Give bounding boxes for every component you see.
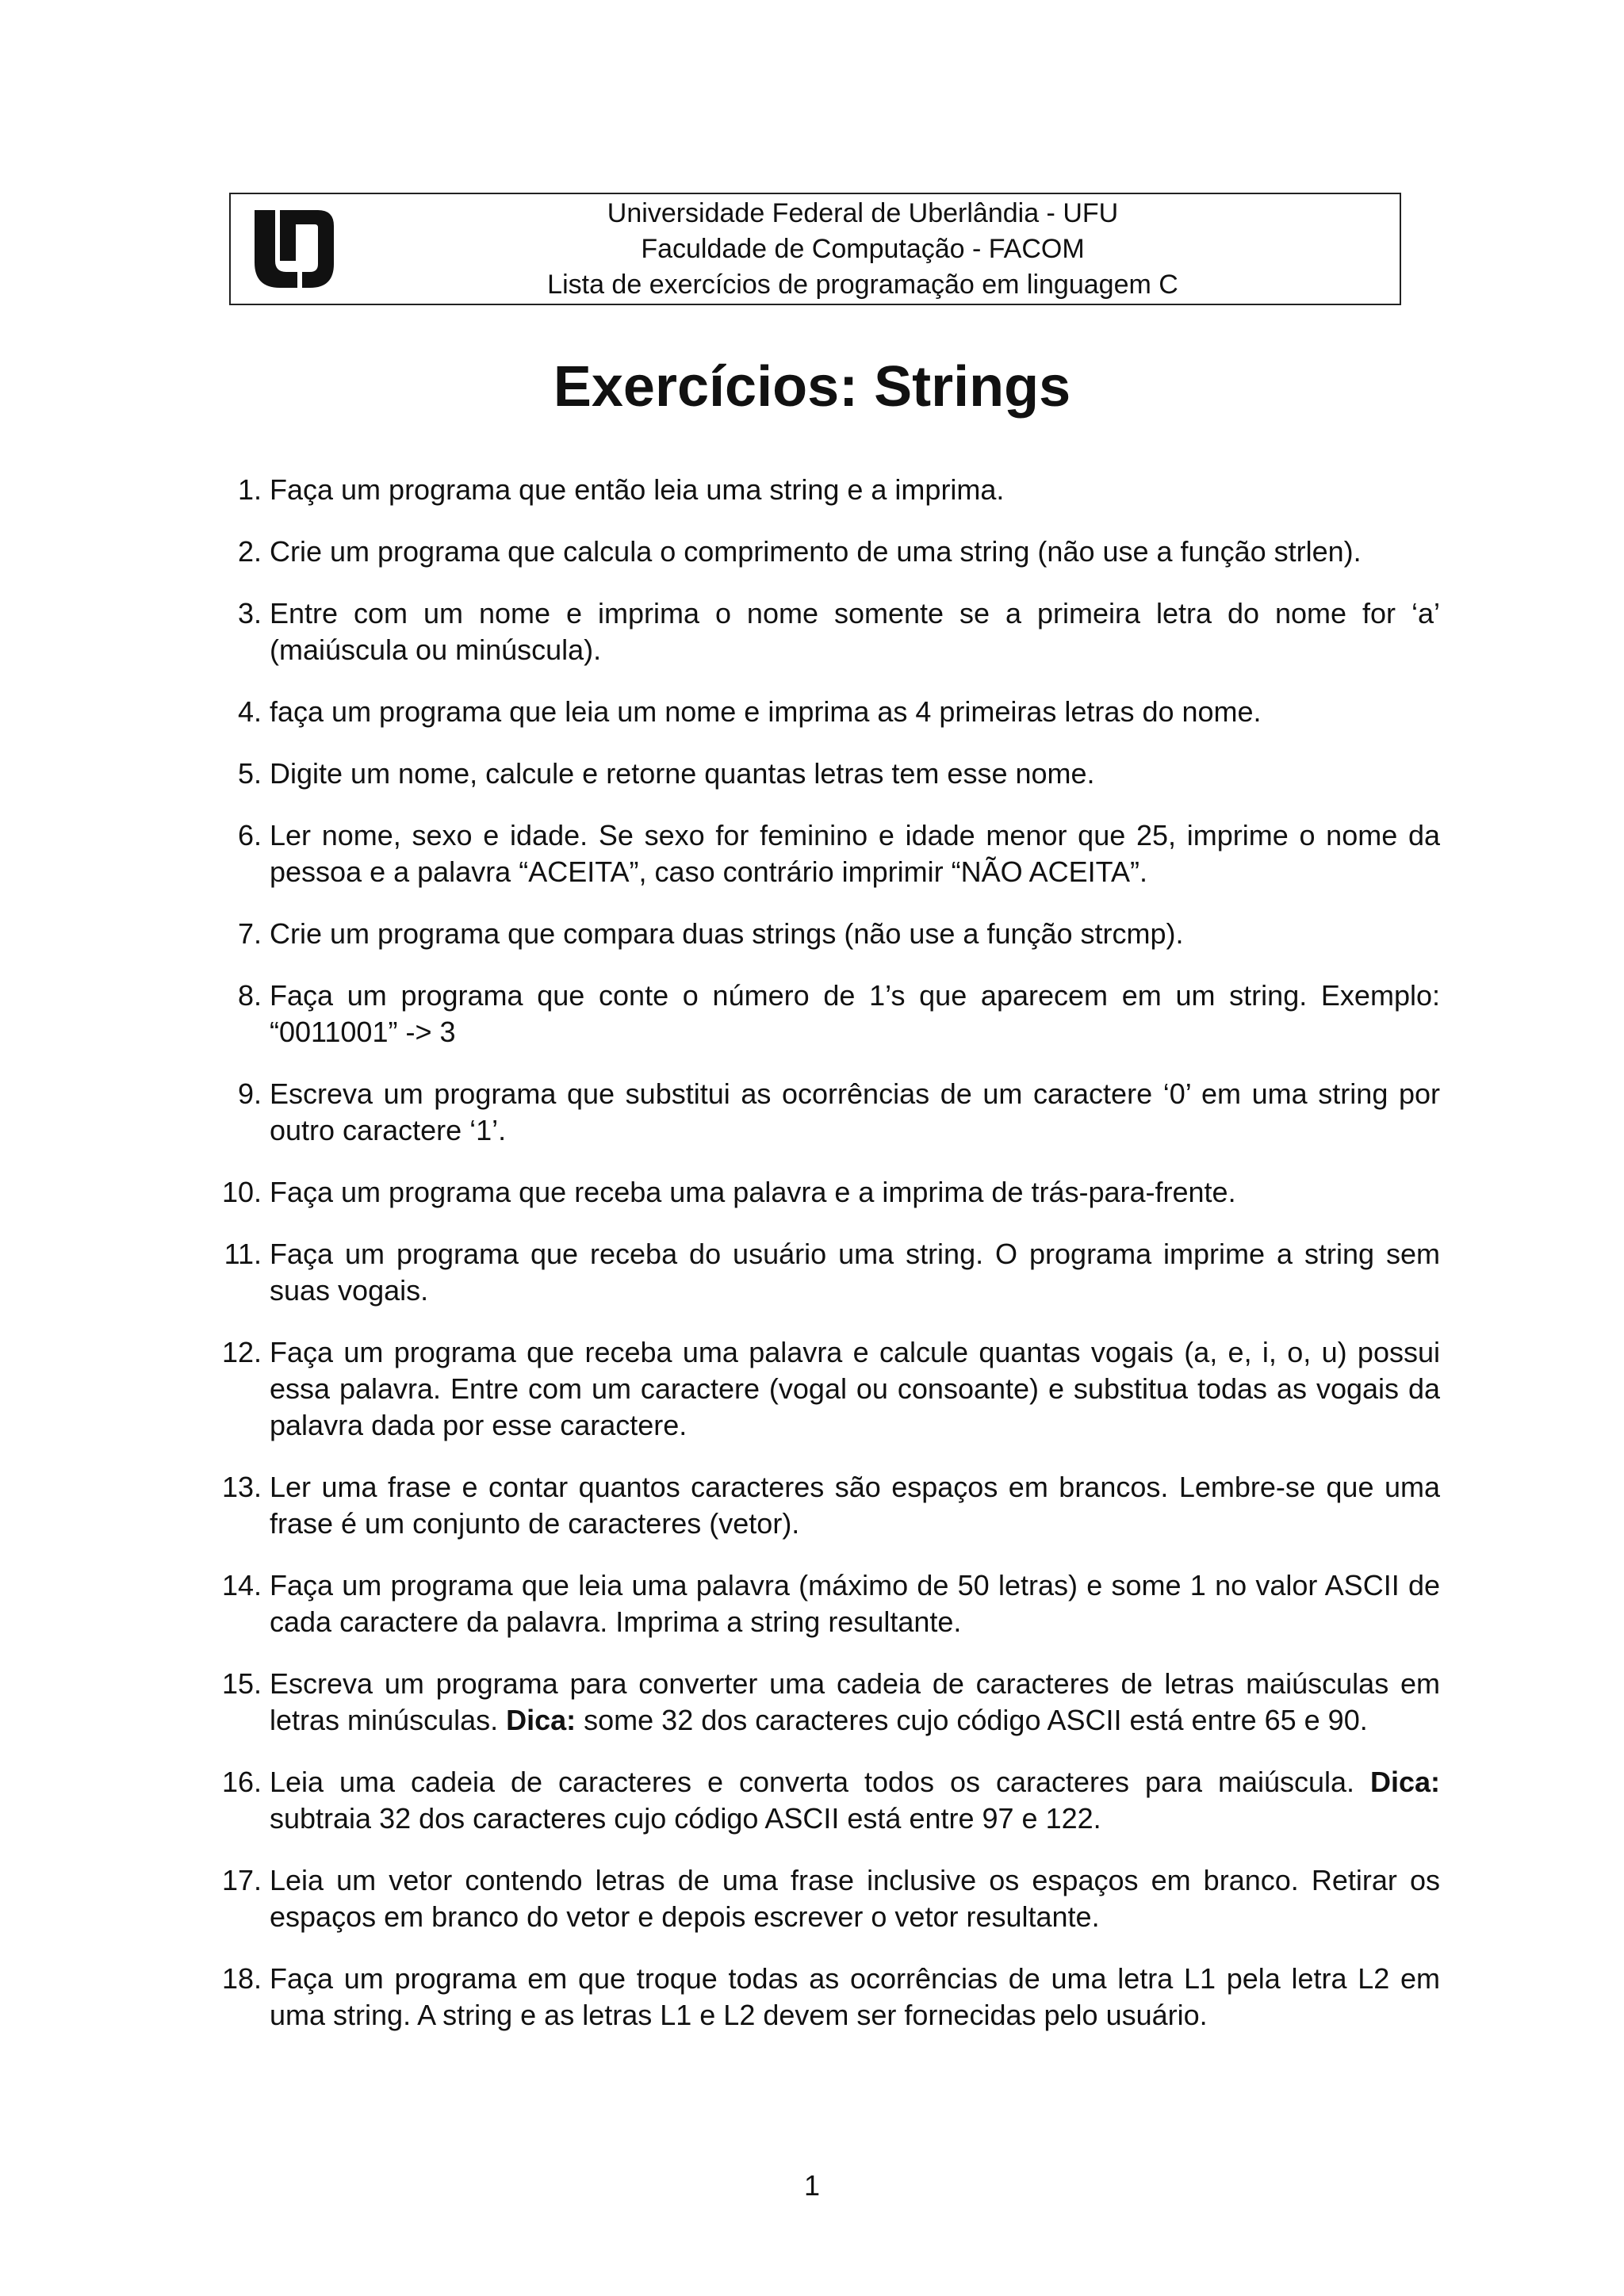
exercise-item [214, 472, 1440, 508]
exercise-number: 15. [221, 1667, 262, 1700]
exercise-hint-label: Dica: [1369, 1766, 1440, 1798]
exercise-number: 17. [221, 1864, 262, 1896]
exercise-number: 2. [237, 535, 262, 568]
exercise-number: 18. [221, 1962, 262, 1995]
exercise-item [214, 534, 1440, 570]
exercise-number: 7. [237, 917, 262, 950]
header-university: Universidade Federal de Uberlândia - UFU [607, 198, 1119, 228]
exercise-list [214, 472, 1440, 2059]
exercise-text: Ler nome, sexo e idade. Se sexo for feminino e idade menor que 25, imprime o nome da pessoa e a palavra “ACEITA”, caso contrário imprimir “NÃO ACEITA”. [270, 819, 1440, 888]
exercise-text [270, 1666, 1440, 1739]
exercise-text: Faça um programa que então leia uma string e a imprima. [270, 473, 1005, 506]
exercise-number: 13. [221, 1471, 262, 1503]
header-list-title: Lista de exercícios de programação em linguagem C [547, 270, 1178, 300]
exercise-item [214, 817, 1440, 890]
exercise-text-part: some 32 dos caracteres cujo código ASCII está entre 65 e 90. [576, 1704, 1368, 1736]
exercise-text-part: subtraia 32 dos caracteres cujo código ASCII está entre 97 e 122. [270, 1802, 1101, 1835]
header-lines [326, 194, 1400, 303]
exercise-number: 11. [224, 1238, 262, 1270]
exercise-text [270, 1764, 1440, 1837]
exercise-text: Faça um programa que receba do usuário uma string. O programa imprime a string sem suas vogais. [270, 1238, 1440, 1307]
exercise-number: 9. [237, 1077, 262, 1110]
exercise-text: Digite um nome, calcule e retorne quantas letras tem esse nome. [270, 757, 1095, 790]
exercise-text: Faça um programa que receba uma palavra e a imprima de trás-para-frente. [270, 1176, 1236, 1208]
ufu-logo-icon [248, 205, 339, 294]
page-title: Exercícios: Strings [553, 355, 1071, 419]
page-number: 1 [803, 2169, 821, 2202]
header-faculty: Faculdade de Computação - FACOM [641, 234, 1085, 264]
exercise-item [214, 694, 1440, 730]
exercise-item [214, 1469, 1440, 1542]
exercise-text-part: Leia uma cadeia de caracteres e converta todos os caracteres para maiúscula. [270, 1766, 1370, 1798]
exercise-item [214, 1567, 1440, 1640]
exercise-item [214, 756, 1440, 792]
exercise-item [214, 1862, 1440, 1935]
exercise-text: Crie um programa que calcula o comprimento de uma string (não use a função strlen). [270, 535, 1362, 568]
exercise-text: faça um programa que leia um nome e imprima as 4 primeiras letras do nome. [270, 695, 1262, 728]
exercise-text: Ler uma frase e contar quantos caracteres são espaços em brancos. Lembre-se que uma frase é um conjunto de caracteres (vetor). [270, 1471, 1440, 1540]
exercise-number: 10. [221, 1176, 262, 1208]
exercise-text-part: Escreva um programa para converter uma cadeia de caracteres de letras maiúsculas em letras minúsculas. [270, 1667, 1440, 1736]
exercise-number: 12. [221, 1336, 262, 1368]
exercise-number: 16. [221, 1766, 262, 1798]
exercise-item [214, 595, 1440, 668]
exercise-number: 8. [237, 979, 262, 1012]
exercise-number: 14. [221, 1569, 262, 1601]
exercise-text: Crie um programa que compara duas strings (não use a função strcmp). [270, 917, 1184, 950]
exercise-item [214, 1334, 1440, 1444]
exercise-item [214, 1236, 1440, 1309]
header-box [229, 193, 1401, 305]
exercise-text: Faça um programa que conte o número de 1’s que aparecem em um string. Exemplo: “0011001” -> 3 [270, 979, 1440, 1048]
exercise-text: Faça um programa em que troque todas as ocorrências de uma letra L1 pela letra L2 em uma string. A string e as letras L1 e L2 devem ser fornecidas pelo usuário. [270, 1962, 1440, 2031]
exercise-text: Faça um programa que receba uma palavra e calcule quantas vogais (a, e, i, o, u) possui essa palavra. Entre com um caractere (vogal ou consoante) e substitua todas as vogais da palavra dada por esse caractere. [270, 1336, 1440, 1441]
exercise-number: 5. [237, 757, 262, 790]
exercise-item [214, 1666, 1440, 1739]
exercise-text: Entre com um nome e imprima o nome somente se a primeira letra do nome for ‘a’ (maiúscula ou minúscula). [270, 597, 1440, 666]
exercise-hint-label: Dica: [506, 1704, 576, 1736]
exercise-text: Faça um programa que leia uma palavra (máximo de 50 letras) e some 1 no valor ASCII de cada caractere da palavra. Imprima a string resultante. [270, 1569, 1440, 1638]
exercise-text: Leia um vetor contendo letras de uma frase inclusive os espaços em branco. Retirar os espaços em branco do vetor e depois escrever o vetor resultante. [270, 1864, 1440, 1933]
exercise-item [214, 1174, 1440, 1211]
exercise-item [214, 1764, 1440, 1837]
exercise-item [214, 978, 1440, 1050]
exercise-text: Escreva um programa que substitui as ocorrências de um caractere ‘0’ em uma string por outro caractere ‘1’. [270, 1077, 1440, 1146]
exercise-item [214, 916, 1440, 952]
exercise-item [214, 1961, 1440, 2034]
exercise-number: 1. [237, 473, 262, 506]
exercise-number: 3. [237, 597, 262, 629]
exercise-item [214, 1076, 1440, 1149]
exercise-number: 6. [237, 819, 262, 851]
exercise-number: 4. [237, 695, 262, 728]
